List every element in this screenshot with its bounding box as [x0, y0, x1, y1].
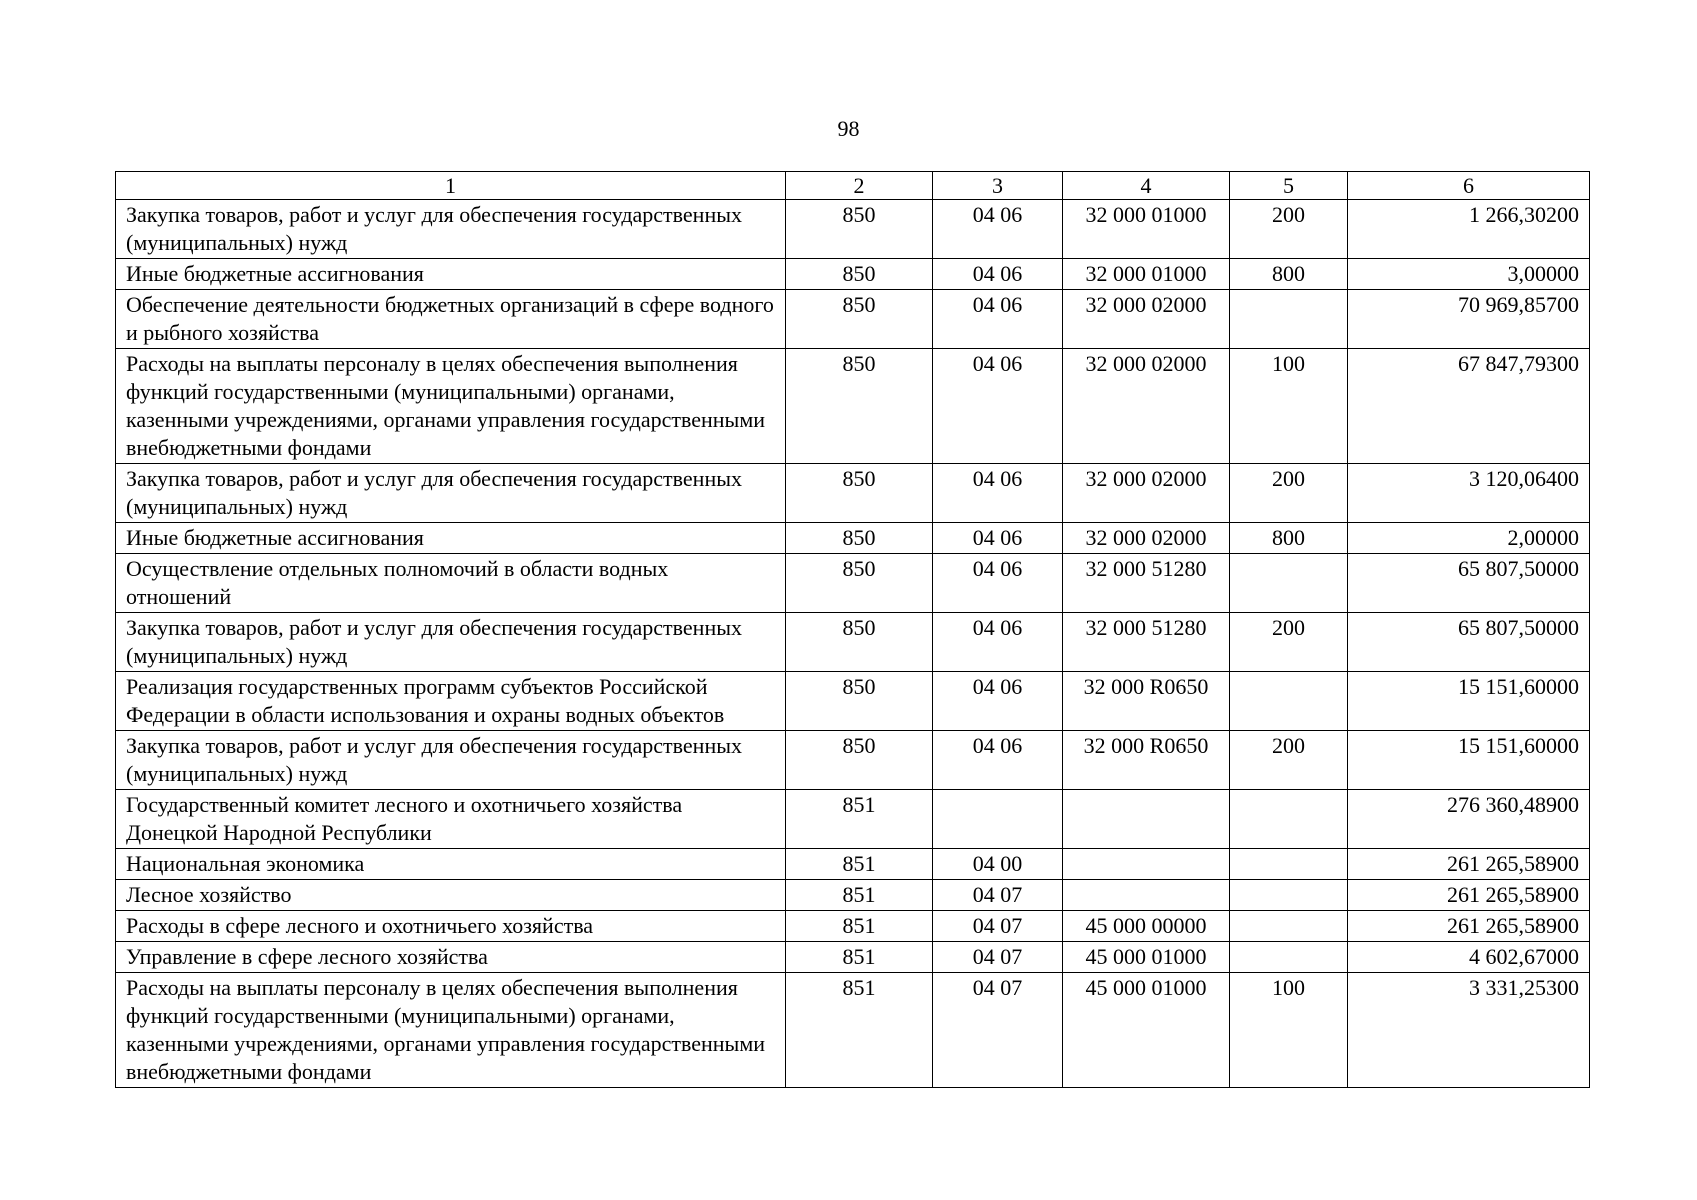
row-type-cell: 200 — [1230, 613, 1348, 672]
row-type-cell — [1230, 554, 1348, 613]
row-name-cell: Закупка товаров, работ и услуг для обеспечения государственных (муниципальных) нужд — [116, 731, 786, 790]
row-amount-cell: 276 360,48900 — [1348, 790, 1590, 849]
row-article-cell: 45 000 01000 — [1063, 942, 1230, 973]
row-section-cell: 04 06 — [933, 464, 1063, 523]
row-type-cell — [1230, 849, 1348, 880]
row-code-cell: 851 — [786, 790, 933, 849]
row-section-cell: 04 06 — [933, 613, 1063, 672]
table-body — [116, 200, 1590, 1088]
row-amount-cell: 3 120,06400 — [1348, 464, 1590, 523]
row-article-cell — [1063, 849, 1230, 880]
row-amount-cell: 2,00000 — [1348, 523, 1590, 554]
row-name-cell: Реализация государственных программ субъектов Российской Федерации в области использования и охраны водных объектов — [116, 672, 786, 731]
row-code-cell: 850 — [786, 554, 933, 613]
row-code-cell: 850 — [786, 259, 933, 290]
row-name-cell: Закупка товаров, работ и услуг для обеспечения государственных (муниципальных) нужд — [116, 464, 786, 523]
row-code-cell: 851 — [786, 973, 933, 1088]
row-code-cell: 851 — [786, 942, 933, 973]
row-type-cell: 200 — [1230, 731, 1348, 790]
row-amount-cell: 15 151,60000 — [1348, 731, 1590, 790]
row-amount-cell: 261 265,58900 — [1348, 880, 1590, 911]
row-article-cell: 32 000 01000 — [1063, 200, 1230, 259]
row-code-cell: 850 — [786, 523, 933, 554]
row-name-cell: Закупка товаров, работ и услуг для обеспечения государственных (муниципальных) нужд — [116, 613, 786, 672]
column-header: 5 — [1230, 172, 1348, 200]
row-type-cell: 100 — [1230, 973, 1348, 1088]
row-article-cell: 32 000 01000 — [1063, 259, 1230, 290]
column-header: 2 — [786, 172, 933, 200]
row-code-cell: 851 — [786, 911, 933, 942]
column-header: 3 — [933, 172, 1063, 200]
table-row — [116, 942, 1590, 973]
row-type-cell: 200 — [1230, 200, 1348, 259]
row-section-cell: 04 07 — [933, 973, 1063, 1088]
row-article-cell — [1063, 790, 1230, 849]
row-type-cell: 800 — [1230, 523, 1348, 554]
row-code-cell: 850 — [786, 672, 933, 731]
row-section-cell: 04 06 — [933, 523, 1063, 554]
row-article-cell: 45 000 00000 — [1063, 911, 1230, 942]
row-code-cell: 851 — [786, 880, 933, 911]
row-code-cell: 850 — [786, 349, 933, 464]
row-article-cell: 32 000 R0650 — [1063, 731, 1230, 790]
row-article-cell: 32 000 02000 — [1063, 464, 1230, 523]
row-type-cell — [1230, 880, 1348, 911]
row-section-cell: 04 07 — [933, 942, 1063, 973]
column-header: 6 — [1348, 172, 1590, 200]
row-section-cell: 04 06 — [933, 349, 1063, 464]
row-name-cell: Иные бюджетные ассигнования — [116, 523, 786, 554]
row-type-cell: 200 — [1230, 464, 1348, 523]
row-section-cell: 04 06 — [933, 731, 1063, 790]
table-row — [116, 464, 1590, 523]
table-row — [116, 880, 1590, 911]
table-row — [116, 973, 1590, 1088]
row-section-cell: 04 07 — [933, 880, 1063, 911]
row-amount-cell: 3,00000 — [1348, 259, 1590, 290]
row-amount-cell: 261 265,58900 — [1348, 849, 1590, 880]
row-code-cell: 851 — [786, 849, 933, 880]
row-amount-cell: 4 602,67000 — [1348, 942, 1590, 973]
table-row — [116, 731, 1590, 790]
row-name-cell: Лесное хозяйство — [116, 880, 786, 911]
row-code-cell: 850 — [786, 613, 933, 672]
row-article-cell: 32 000 R0650 — [1063, 672, 1230, 731]
row-code-cell: 850 — [786, 290, 933, 349]
row-article-cell: 32 000 02000 — [1063, 349, 1230, 464]
table-row — [116, 523, 1590, 554]
row-section-cell: 04 06 — [933, 554, 1063, 613]
row-article-cell — [1063, 880, 1230, 911]
table-row — [116, 554, 1590, 613]
row-name-cell: Национальная экономика — [116, 849, 786, 880]
row-type-cell: 100 — [1230, 349, 1348, 464]
row-amount-cell: 261 265,58900 — [1348, 911, 1590, 942]
table-row — [116, 349, 1590, 464]
row-article-cell: 32 000 02000 — [1063, 290, 1230, 349]
table-row — [116, 672, 1590, 731]
row-amount-cell: 67 847,79300 — [1348, 349, 1590, 464]
row-name-cell: Обеспечение деятельности бюджетных организаций в сфере водного и рыбного хозяйства — [116, 290, 786, 349]
row-article-cell: 32 000 02000 — [1063, 523, 1230, 554]
row-section-cell: 04 00 — [933, 849, 1063, 880]
row-name-cell: Управление в сфере лесного хозяйства — [116, 942, 786, 973]
row-amount-cell: 65 807,50000 — [1348, 613, 1590, 672]
row-amount-cell: 70 969,85700 — [1348, 290, 1590, 349]
row-name-cell: Расходы на выплаты персоналу в целях обеспечения выполнения функций государственными (муниципальными) органами, казенными учреждениями, органами управления государственными внебюджетными фондами — [116, 973, 786, 1088]
row-amount-cell: 1 266,30200 — [1348, 200, 1590, 259]
row-section-cell: 04 06 — [933, 672, 1063, 731]
row-section-cell: 04 06 — [933, 200, 1063, 259]
row-code-cell: 850 — [786, 731, 933, 790]
row-type-cell — [1230, 942, 1348, 973]
table-row — [116, 790, 1590, 849]
row-section-cell: 04 06 — [933, 290, 1063, 349]
budget-table — [115, 171, 1590, 1088]
table-row — [116, 259, 1590, 290]
row-amount-cell: 15 151,60000 — [1348, 672, 1590, 731]
row-article-cell: 45 000 01000 — [1063, 973, 1230, 1088]
row-name-cell: Государственный комитет лесного и охотничьего хозяйства Донецкой Народной Республики — [116, 790, 786, 849]
row-code-cell: 850 — [786, 464, 933, 523]
row-article-cell: 32 000 51280 — [1063, 613, 1230, 672]
row-section-cell: 04 06 — [933, 259, 1063, 290]
row-section-cell — [933, 790, 1063, 849]
row-section-cell: 04 07 — [933, 911, 1063, 942]
row-name-cell: Иные бюджетные ассигнования — [116, 259, 786, 290]
row-amount-cell: 65 807,50000 — [1348, 554, 1590, 613]
row-name-cell: Расходы в сфере лесного и охотничьего хозяйства — [116, 911, 786, 942]
row-type-cell — [1230, 790, 1348, 849]
table-row — [116, 911, 1590, 942]
header-row — [116, 172, 1590, 200]
table-row — [116, 849, 1590, 880]
table-row — [116, 290, 1590, 349]
row-type-cell: 800 — [1230, 259, 1348, 290]
row-name-cell: Расходы на выплаты персоналу в целях обеспечения выполнения функций государственными (муниципальными) органами, казенными учреждениями, органами управления государственными внебюджетными фондами — [116, 349, 786, 464]
row-name-cell: Закупка товаров, работ и услуг для обеспечения государственных (муниципальных) нужд — [116, 200, 786, 259]
row-name-cell: Осуществление отдельных полномочий в области водных отношений — [116, 554, 786, 613]
row-type-cell — [1230, 911, 1348, 942]
page-number: 98 — [837, 116, 860, 141]
row-article-cell: 32 000 51280 — [1063, 554, 1230, 613]
row-amount-cell: 3 331,25300 — [1348, 973, 1590, 1088]
row-type-cell — [1230, 290, 1348, 349]
column-header: 4 — [1063, 172, 1230, 200]
table-row — [116, 613, 1590, 672]
row-code-cell: 850 — [786, 200, 933, 259]
column-header: 1 — [116, 172, 786, 200]
table-row — [116, 200, 1590, 259]
row-type-cell — [1230, 672, 1348, 731]
